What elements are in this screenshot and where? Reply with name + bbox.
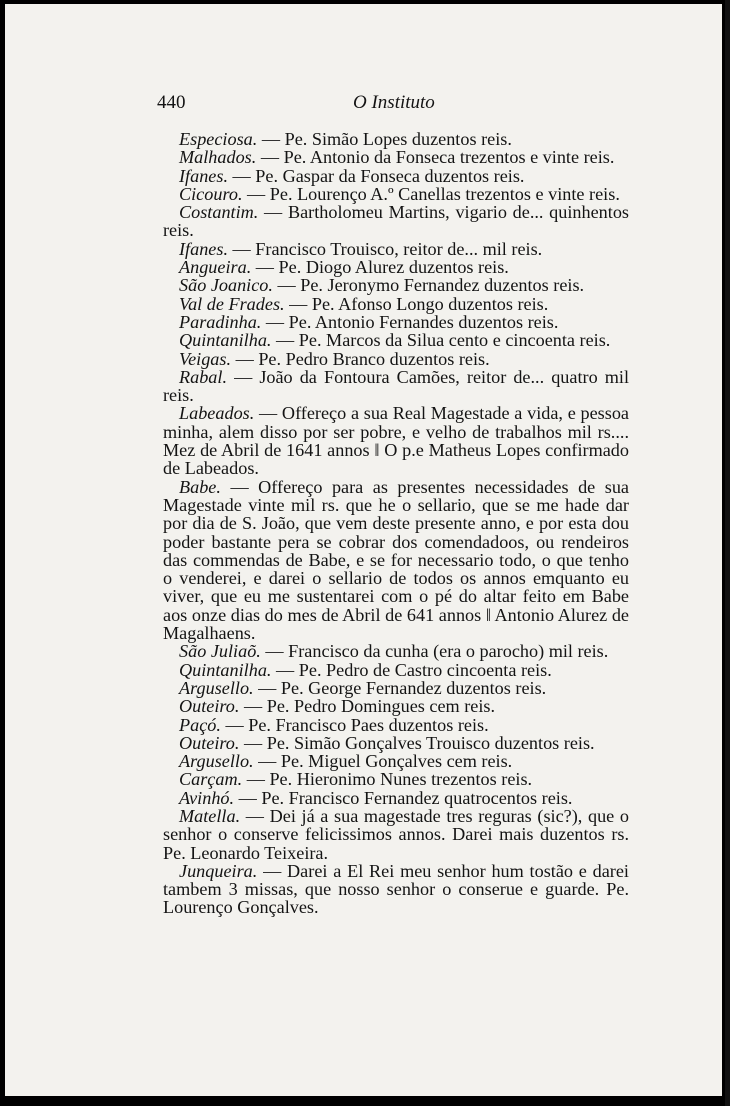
list-item	[163, 679, 629, 697]
list-item	[163, 661, 629, 679]
list-item	[163, 368, 629, 405]
entry-text: — Pe. Simão Lopes duzentos reis.	[257, 129, 512, 149]
place-name: Quintanilha.	[179, 659, 272, 680]
entry-text: — Pe. Lourenço A.º Canellas trezentos e vinte reis.	[242, 183, 620, 204]
place-name: Cicouro.	[179, 183, 243, 204]
list-item	[163, 148, 629, 166]
place-name: Costantim.	[179, 202, 259, 223]
entry-text: — João da Fontoura Camões, reitor de... quatro mil reis.	[163, 366, 629, 406]
list-item	[163, 313, 629, 331]
running-title: O Instituto	[353, 92, 435, 113]
place-name: São Juliaõ.	[179, 641, 261, 662]
entry-text: — Francisco da cunha (era o parocho) mil reis.	[260, 641, 609, 662]
list-item	[163, 130, 629, 148]
list-item	[163, 240, 629, 258]
entry-text: — Pe. Jeronymo Fernandez duzentos reis.	[272, 275, 585, 296]
list-item	[163, 716, 629, 734]
entry-text: — Pe. Afonso Longo duzentos reis.	[284, 293, 549, 314]
list-item	[163, 276, 629, 294]
entry-text: — Pe. Pedro Domingues cem reis.	[239, 696, 496, 717]
entry-text: — Pe. Miguel Gonçalves cem reis.	[253, 751, 513, 772]
place-name: Ifanes.	[179, 238, 228, 259]
list-item	[163, 642, 629, 660]
entry-text: — Pe. Diogo Alurez duzentos reis.	[251, 257, 509, 278]
place-name: Paçó.	[179, 714, 221, 735]
entry-text: — Offereço para as presentes necessidades de sua Magestade vinte mil rs. que he o sellario, que se me hade dar por dia de S. João, que vem deste presente anno, e por esta dou poder bastante pera se cobrar dos comendadoos, ou rendeiros das commendas de Babe, e se for necessario todo, o que tenho o venderei, e darei o sellario de todos os annos emquanto eu viver, que eu me sustentarei com o pé do altar feito em Babe aos onze dias do mes de Abril de 641 annos ‖ Antonio Alurez de Magalhaens.	[163, 476, 629, 644]
entry-text: — Francisco Trouisco, reitor de... mil reis.	[228, 238, 543, 259]
place-name: Val de Frades.	[179, 293, 285, 314]
body-text	[163, 130, 629, 917]
list-item	[163, 807, 629, 862]
entry-text: — Pe. Francisco Paes duzentos reis.	[220, 714, 489, 735]
place-name: Carçam.	[179, 769, 243, 790]
entry-text: — Pe. Gaspar da Fonseca duzentos reis.	[228, 165, 525, 186]
place-name: Junqueira.	[179, 860, 258, 881]
entry-text: — Pe. Pedro de Castro cincoenta reis.	[271, 659, 552, 680]
place-name: Outeiro.	[179, 696, 240, 717]
page-header	[153, 92, 631, 118]
list-item	[163, 789, 629, 807]
list-item	[163, 167, 629, 185]
entry-text: — Pe. Pedro Branco duzentos reis.	[231, 348, 490, 369]
book-page	[5, 4, 722, 1096]
place-name: Matella.	[179, 805, 241, 826]
entry-text: — Bartholomeu Martins, vigario de... quinhentos reis.	[163, 202, 629, 241]
place-name: Paradinha.	[179, 311, 262, 332]
entry-text: — Offereço a sua Real Magestade a vida, e pessoa minha, alem disso por ser pobre, e velho de trabalhos mil rs.... Mez de Abril de 1641 annos ‖ O p.e Matheus Lopes confirmado de Labeados.	[163, 403, 629, 479]
list-item	[163, 752, 629, 770]
entry-text: — Pe. Simão Gonçalves Trouisco duzentos reis.	[239, 732, 595, 753]
list-item	[163, 770, 629, 788]
place-name: São Joanico.	[179, 275, 273, 296]
list-item	[163, 862, 629, 917]
place-name: Argusello.	[179, 751, 254, 772]
place-name: Babe.	[179, 476, 221, 497]
page-number: 440	[157, 92, 186, 113]
list-item	[163, 697, 629, 715]
entry-text: — Pe. Antonio Fernandes duzentos reis.	[261, 311, 559, 332]
entry-text: — Pe. Marcos da Silua cento e cincoenta reis.	[271, 330, 611, 351]
place-name: Especiosa.	[179, 129, 258, 149]
place-name: Outeiro.	[179, 732, 240, 753]
list-item	[163, 258, 629, 276]
place-name: Ifanes.	[179, 165, 228, 186]
entry-text: — Pe. George Fernandez duzentos reis.	[253, 677, 547, 698]
list-item	[163, 185, 629, 203]
list-item	[163, 350, 629, 368]
list-item	[163, 295, 629, 313]
page-edge-shadow	[725, 0, 730, 1106]
entry-text: — Darei a El Rei meu senhor hum tostão e darei tambem 3 missas, que nosso senhor o conserue e guarde. Pe. Lourenço Gonçalves.	[163, 860, 629, 918]
place-name: Labeados.	[179, 403, 255, 424]
place-name: Quintanilha.	[179, 330, 272, 351]
entry-text: — Pe. Francisco Fernandez quatrocentos reis.	[234, 787, 573, 808]
place-name: Argusello.	[179, 677, 254, 698]
place-name: Rabal.	[179, 366, 227, 387]
place-name: Malhados.	[179, 147, 257, 168]
place-name: Veigas.	[179, 348, 232, 369]
list-item	[163, 734, 629, 752]
list-item	[163, 478, 629, 643]
entry-text: — Dei já a sua magestade tres reguras (sic?), que o senhor o conserve felicissimos annos. Darei mais duzentos rs. Pe. Leonardo Teixeira.	[163, 805, 629, 863]
place-name: Avinhó.	[179, 787, 235, 808]
entry-text: — Pe. Antonio da Fonseca trezentos e vinte reis.	[256, 147, 615, 168]
list-item	[163, 404, 629, 477]
list-item	[163, 331, 629, 349]
list-item	[163, 203, 629, 240]
entry-text: — Pe. Hieronimo Nunes trezentos reis.	[242, 769, 533, 790]
place-name: Angueira.	[179, 257, 252, 278]
